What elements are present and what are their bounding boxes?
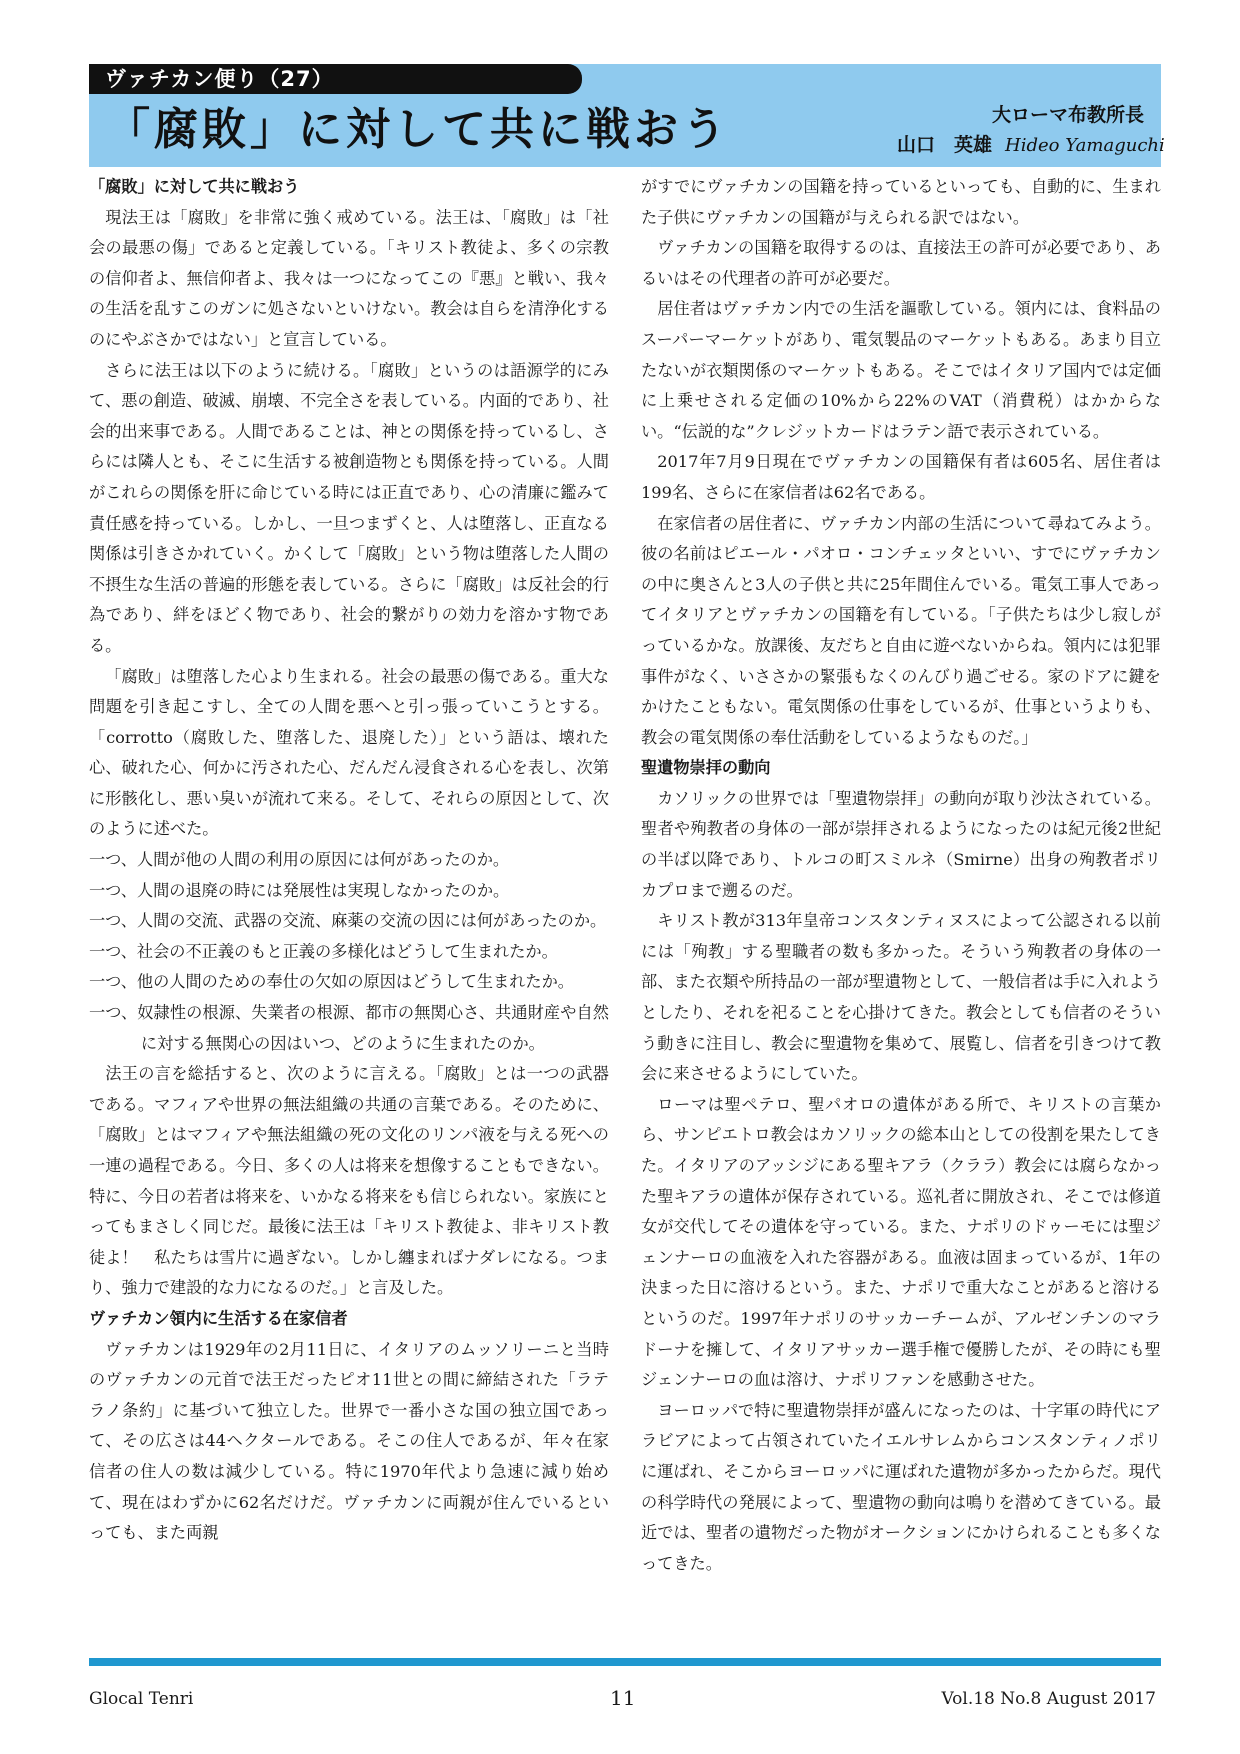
paragraph: 法王の言を総括すると、次のように言える。「腐敗」とは一つの武器である。マフィアや世界の無法組織の共通の言葉である。そのために、「腐敗」とはマフィアや無法組織の死の文化のリンパ液を与える死への一連の過程である。今日、多くの人は将来を想像することもできない。特に、今日の若者は将来を、いかなる将来をも信じられない。家族にとってもまさしく同じだ。最後に法王は「キリスト教徒よ、非キリスト教徒よ！ 私たちは雪片に過ぎない。しかし纏まればナダレになる。つまり、強力で建設的な力になるのだ。」と言及した。	[89, 1064, 609, 1298]
author-affiliation: 大ローマ布教所長	[991, 104, 1144, 126]
list-item: 一つ、奴隷性の根源、失業者の根源、都市の無関心さ、共通財産や自然に対する無関心の因はいつ、どのように生まれたのか。	[89, 1003, 609, 1053]
issue-info: Vol.18 No.8 August 2017	[941, 1689, 1156, 1709]
paragraph: ローマは聖ペテロ、聖パオロの遺体がある所で、キリストの言葉から、サンピエトロ教会はカソリックの総本山としての役割を果たしてきた。イタリアのアッシジにある聖キアラ（クララ）教会には腐らなかった聖キアラの遺体が保存されている。巡礼者に開放され、そこでは修道女が交代してその遺体を守っている。また、ナポリのドゥーモには聖ジェンナーロの血液を入れた容器がある。血液は固まっているが、1年の決まった日に溶けるという。また、ナポリで重大なことがあると溶けるというのだ。1997年ナポリのサッカーチームが、アルゼンチンのマラドーナを擁して、イタリアサッカー選手権で優勝したが、その時にも聖ジェンナーロの血は溶け、ナポリファンを感動させた。	[641, 1094, 1161, 1390]
paragraph: がすでにヴァチカンの国籍を持っているといっても、自動的に、生まれた子供にヴァチカンの国籍が与えられる訳ではない。	[641, 177, 1161, 227]
paragraph: 「腐敗」は堕落した心より生まれる。社会の最悪の傷である。重大な問題を引き起こすし、全ての人間を悪へと引っ張っていこうとする。「corrotto（腐敗した、堕落した、退廃した）」という語は、壊れた心、破れた心、何かに汚された心、だんだん浸食される心を表し、次第に形骸化し、悪い臭いが流れて来る。そして、それらの原因として、次のように述べた。	[89, 666, 609, 839]
paragraph: キリスト教が313年皇帝コンスタンティヌスによって公認される以前には「殉教」する聖職者の数も多かった。そういう殉教者の身体の一部、また衣類や所持品の一部が聖遺物として、一般信者は手に入れようとしたり、それを祀ることを心掛けてきた。教会としても信者のそういう動きに注目し、教会に聖遺物を集めて、展覧し、信者を引きつけて教会に来させるようにしていた。	[641, 911, 1161, 1084]
page-number: 11	[610, 1686, 636, 1710]
footer-rule	[89, 1658, 1161, 1666]
publication-name: Glocal Tenri	[89, 1689, 194, 1709]
right-column	[641, 172, 1161, 1647]
section-heading: 「腐敗」に対して共に戦おう	[89, 177, 300, 196]
paragraph: ヴァチカンの国籍を取得するのは、直接法王の許可が必要であり、あるいはその代理者の許可が必要だ。	[641, 238, 1161, 288]
list-item: 一つ、社会の不正義のもと正義の多様化はどうして生まれたか。	[89, 941, 558, 961]
paragraph: カソリックの世界では「聖遺物崇拝」の動向が取り沙汰されている。聖者や殉教者の身体の一部が崇拝されるようになったのは紀元後2世紀の半ば以降であり、トルコの町スミルネ（Smirne）出身の殉教者ポリカプロまで遡るのだ。	[641, 788, 1161, 900]
paragraph: ヨーロッパで特に聖遺物崇拝が盛んになったのは、十字軍の時代にアラビアによって占領されていたイエルサレムからコンスタンティノポリに運ばれ、そこからヨーロッパに運ばれた遺物が多かったからだ。現代の科学時代の発展によって、聖遺物の動向は鳴りを潜めてきている。最近では、聖者の遺物だった物がオークションにかけられることも多くなってきた。	[641, 1400, 1161, 1573]
paragraph: さらに法王は以下のように続ける。「腐敗」というのは語源学的にみて、悪の創造、破滅、崩壊、不完全さを表している。内面的であり、社会的出来事である。人間であることは、神との関係を持っているし、さらには隣人とも、そこに生活する被創造物とも関係を持っている。人間がこれらの関係を肝に命じている時には正直であり、心の清廉に鑑みて責任感を持っている。しかし、一旦つまずくと、人は堕落し、正直なる関係は引きさかれていく。かくして「腐敗」という物は堕落した人間の不摂生な生活の普遍的形態を表している。さらに「腐敗」は反社会的行為であり、絆をほどく物であり、社会的繋がりの効力を溶かす物である。	[89, 360, 609, 655]
section-heading: ヴァチカン領内に生活する在家信者	[89, 1308, 348, 1328]
paragraph: 居住者はヴァチカン内での生活を謳歌している。領内には、食料品のスーパーマーケットがあり、電気製品のマーケットもある。あまり目立たないが衣類関係のマーケットもある。そこではイタリア国内では定価に上乗せされる定価の10%から22%のVAT（消費税）はかからない。“伝説的な”クレジットカードはラテン語で表示されている。	[641, 299, 1161, 441]
list-item: 一つ、他の人間のための奉仕の欠如の原因はどうして生まれたか。	[89, 972, 574, 992]
list-item: 一つ、人間が他の人間の利用の原因には何があったのか。	[89, 850, 510, 870]
paragraph: 在家信者の居住者に、ヴァチカン内部の生活について尋ねてみよう。彼の名前はピエール・パオロ・コンチェッタといい、すでにヴァチカンの中に奥さんと3人の子供と共に25年間住んでいる。電気工事人であってイタリアとヴァチカンの国籍を有している。「子供たちは少し寂しがっているかな。放課後、友だちと自由に遊べないからね。領内には犯罪事件がなく、いささかの緊張もなくのんびり過ごせる。家のドアに鍵をかけたこともない。電気関係の仕事をしているが、仕事というよりも、教会の電気関係の奉仕活動をしているようなものだ。」	[641, 513, 1161, 747]
list-item: 一つ、人間の交流、武器の交流、麻薬の交流の因には何があったのか。	[89, 911, 607, 931]
paragraph: ヴァチカンは1929年の2月11日に、イタリアのムッソリーニと当時のヴァチカンの元首で法王だったピオ11世との間に締結された「ラテラノ条約」に基づいて独立した。世界で一番小さな国の独立国であって、その広さは44ヘクタールである。そこの住人であるが、年々在家信者の住人の数は減少している。特に1970年代より急速に減り始めて、現在はわずかに62名だけだ。ヴァチカンに両親が住んでいるといっても、また両親	[89, 1339, 609, 1543]
author-name: 山口 英雄	[897, 134, 993, 156]
paragraph: 現法王は「腐敗」を非常に強く戒めている。法王は、「腐敗」は「社会の最悪の傷」であると定義している。「キリスト教徒よ、多くの宗教の信仰者よ、無信仰者よ、我々は一つになってこの『悪』と戦い、我々の生活を乱すこのガンに処さないといけない。教会は自らを清浄化するのにやぶさかではない」と宣言している。	[89, 207, 609, 349]
author-name-roman: Hideo Yamaguchi	[1005, 135, 1165, 156]
paragraph: 2017年7月9日現在でヴァチカンの国籍保有者は605名、居住者は199名、さらに在家信者は62名である。	[641, 452, 1161, 502]
section-heading: 聖遺物崇拝の動向	[641, 758, 771, 778]
series-label: ヴァチカン便り（27）	[105, 67, 334, 91]
left-column	[89, 172, 609, 1647]
article-title: 「腐敗」に対して共に戦おう	[106, 104, 730, 155]
list-item: 一つ、人間の退廃の時には発展性は実現しなかったのか。	[89, 880, 510, 900]
